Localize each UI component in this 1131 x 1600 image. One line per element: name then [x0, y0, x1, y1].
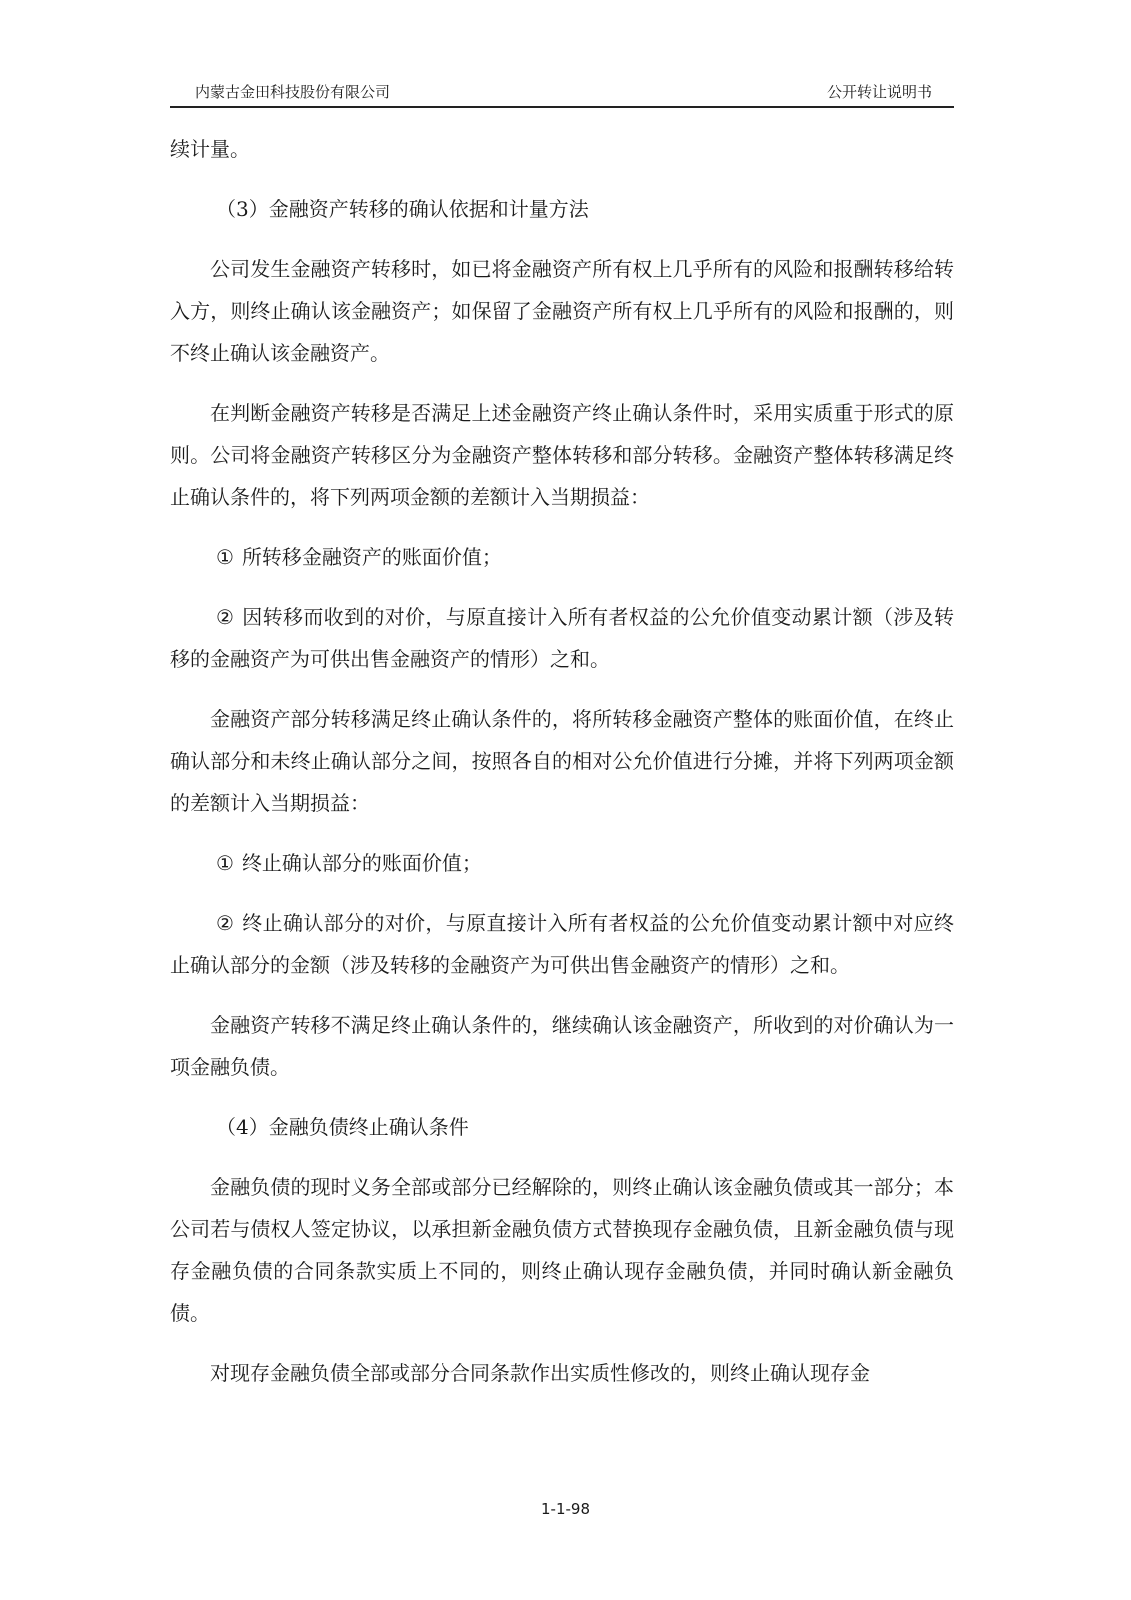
paragraph: 在判断金融资产转移是否满足上述金融资产终止确认条件时，采用实质重于形式的原则。公司将金融资产转移区分为金融资产整体转移和部分转移。金融资产整体转移满足终止确认条件的，将下列两项金额的差额计入当期损益：	[170, 401, 954, 509]
list-item	[170, 902, 954, 986]
list-item	[170, 842, 954, 884]
paragraph: 金融资产转移不满足终止确认条件的，继续确认该金融资产，所收到的对价确认为一项金融负债。	[170, 1013, 954, 1079]
paragraph: 公司发生金融资产转移时，如已将金融资产所有权上几乎所有的风险和报酬转移给转入方，则终止确认该金融资产；如保留了金融资产所有权上几乎所有的风险和报酬的，则不终止确认该金融资产。	[170, 257, 954, 365]
list-item-number: ②	[216, 911, 235, 935]
list-item-number: ②	[216, 605, 235, 629]
header-doc-type: 公开转让说明书	[826, 83, 932, 101]
list-item	[170, 596, 954, 680]
list-item-number: ①	[216, 851, 234, 875]
paragraph: 对现存金融负债全部或部分合同条款作出实质性修改的，则终止确认现存金	[210, 1361, 870, 1385]
list-item-number: ①	[216, 545, 234, 569]
page-header	[170, 78, 954, 108]
list-item-text: 终止确认部分的对价，与原直接计入所有者权益的公允价值变动累计额中对应终止确认部分的金额（涉及转移的金融资产为可供出售金融资产的情形）之和。	[170, 911, 954, 977]
list-item-text: 所转移金融资产的账面价值；	[241, 545, 502, 569]
page-content	[170, 128, 954, 1412]
page-number: 1-1-98	[541, 1500, 590, 1518]
list-item	[170, 536, 954, 578]
section-heading-4: （4）金融负债终止确认条件	[216, 1115, 469, 1139]
paragraph: 金融资产部分转移满足终止确认条件的，将所转移金融资产整体的账面价值，在终止确认部分和未终止确认部分之间，按照各自的相对公允价值进行分摊，并将下列两项金额的差额计入当期损益：	[170, 707, 954, 815]
list-item-text: 终止确认部分的账面价值；	[241, 851, 482, 875]
paragraph: 金融负债的现时义务全部或部分已经解除的，则终止确认该金融负债或其一部分；本公司若与债权人签定协议，以承担新金融负债方式替换现存金融负债，且新金融负债与现存金融负债的合同条款实质上不同的，则终止确认现存金融负债，并同时确认新金融负债。	[170, 1175, 954, 1325]
list-item-text: 因转移而收到的对价，与原直接计入所有者权益的公允价值变动累计额（涉及转移的金融资产为可供出售金融资产的情形）之和。	[170, 605, 954, 671]
paragraph-continuation: 续计量。	[170, 137, 250, 161]
section-heading-3: （3）金融资产转移的确认依据和计量方法	[216, 197, 589, 221]
header-company: 内蒙古金田科技股份有限公司	[195, 83, 391, 101]
